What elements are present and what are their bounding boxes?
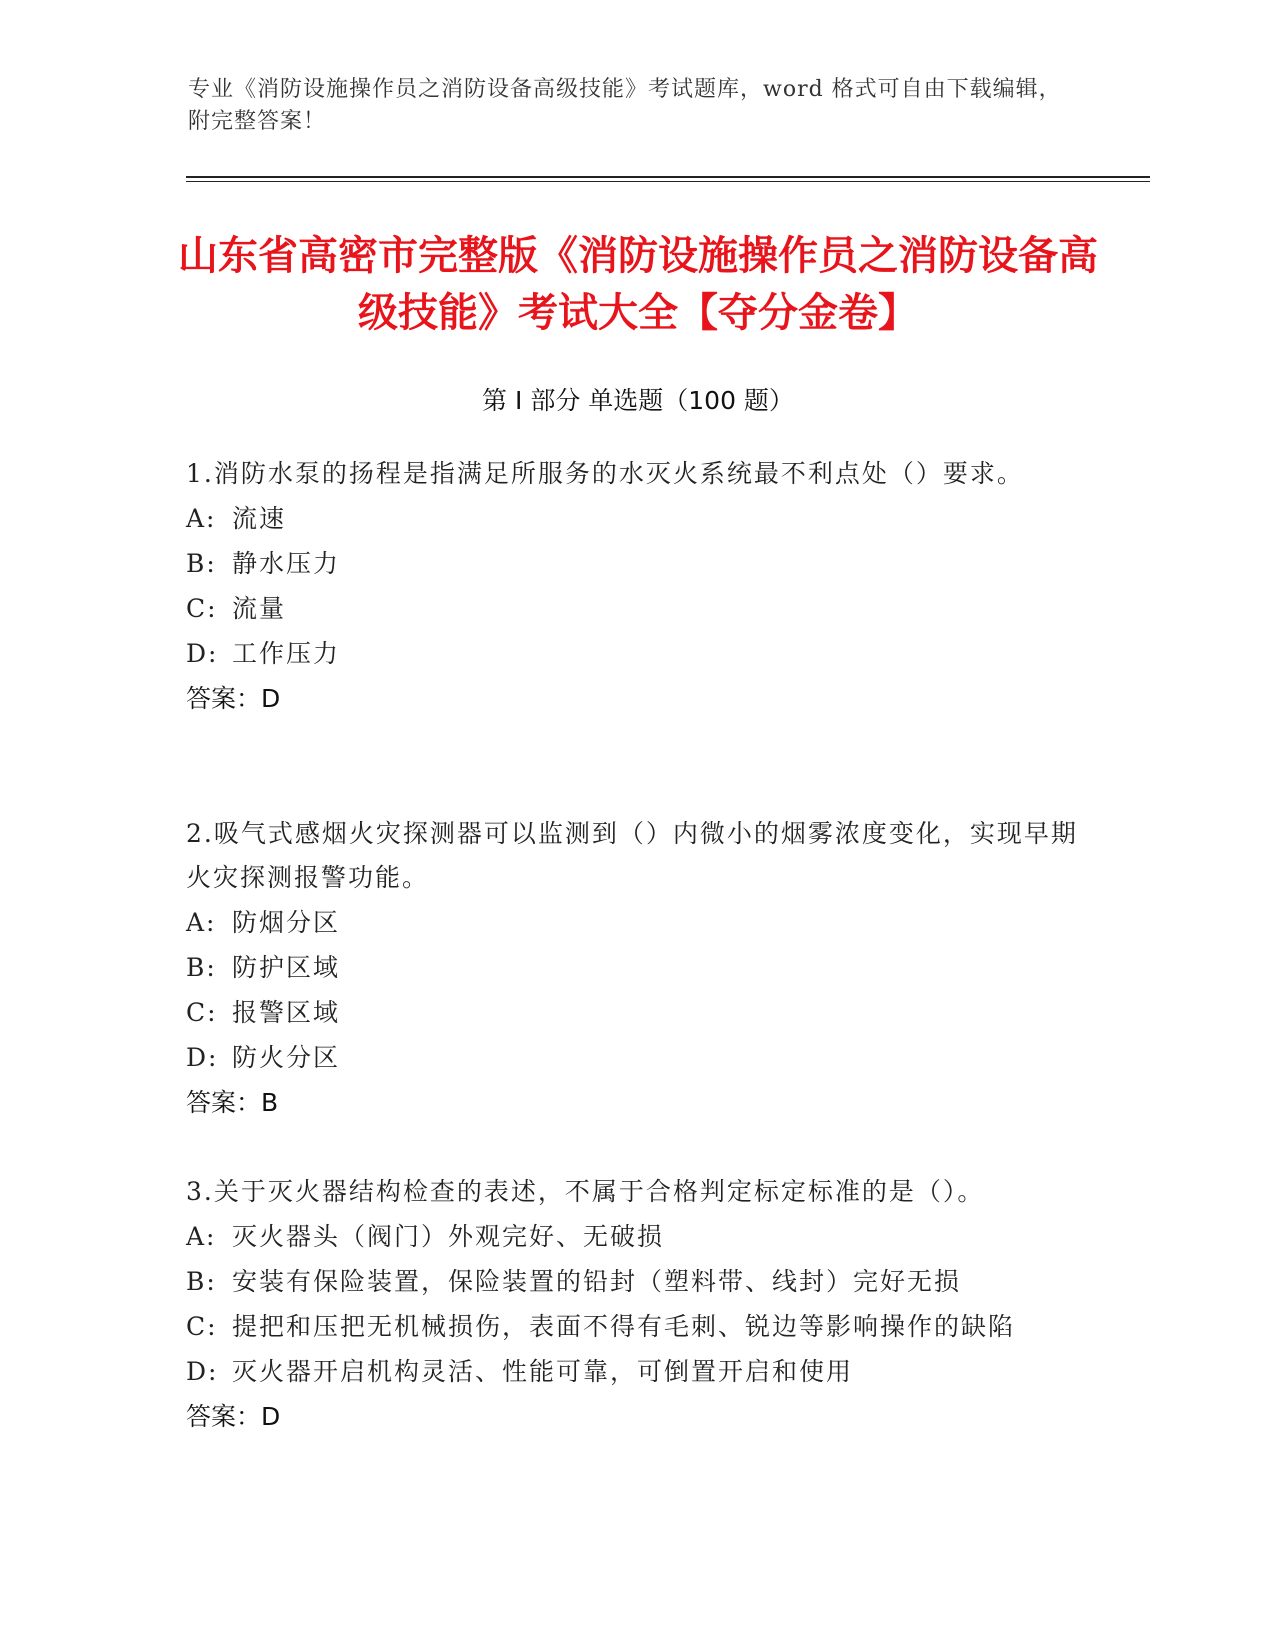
option-a	[186, 1214, 1086, 1259]
answer-label: 答案：B	[186, 1088, 279, 1117]
option-key: B:	[186, 1267, 217, 1296]
option-text: 提把和压把无机械损伤，表面不得有毛刺、锐边等影响操作的缺陷	[232, 1312, 1016, 1341]
option-d	[186, 1035, 1086, 1080]
header-rule-thin	[186, 181, 1150, 182]
option-key: D:	[186, 1357, 219, 1386]
question-3	[186, 1170, 1086, 1440]
answer-label: 答案：D	[186, 684, 281, 713]
option-text: 安装有保险装置，保险装置的铅封（塑料带、线封）完好无损	[232, 1267, 962, 1296]
option-text: 防烟分区	[232, 908, 341, 937]
question-1	[186, 452, 1086, 722]
option-c	[186, 586, 1086, 631]
option-c	[186, 990, 1086, 1035]
option-text: 灭火器开启机构灵活、性能可靠，可倒置开启和使用	[232, 1357, 854, 1386]
option-key: A:	[186, 504, 217, 533]
header-rule-thick	[186, 176, 1150, 178]
section-heading: 第 I 部分 单选题（100 题）	[482, 386, 794, 415]
option-key: C:	[186, 998, 218, 1027]
option-key: B:	[186, 549, 217, 578]
answer-label: 答案：D	[186, 1402, 281, 1431]
option-key: A:	[186, 908, 217, 937]
header-note: 专业《消防设施操作员之消防设备高级技能》考试题库，word 格式可自由下载编辑，附完整答案！	[188, 77, 1062, 134]
option-key: D:	[186, 639, 219, 668]
option-c	[186, 1304, 1086, 1349]
option-key: B:	[186, 953, 217, 982]
question-2	[186, 812, 1086, 1126]
option-text: 防护区域	[232, 953, 341, 982]
question-stem: 1.消防水泵的扬程是指满足所服务的水灭火系统最不利点处（）要求。	[186, 459, 1024, 488]
question-stem: 2.吸气式感烟火灾探测器可以监测到（）内微小的烟雾浓度变化，实现早期火灾探测报警功能。	[186, 819, 1078, 892]
option-text: 灭火器头（阀门）外观完好、无破损	[232, 1222, 665, 1251]
option-key: A:	[186, 1222, 217, 1251]
option-key: D:	[186, 1043, 219, 1072]
option-b	[186, 945, 1086, 990]
option-a	[186, 900, 1086, 945]
question-stem: 3.关于灭火器结构检查的表述，不属于合格判定标定标准的是（）。	[186, 1177, 985, 1206]
option-text: 防火分区	[232, 1043, 341, 1072]
option-text: 静水压力	[232, 549, 341, 578]
option-key: C:	[186, 594, 218, 623]
option-text: 工作压力	[232, 639, 341, 668]
option-text: 报警区域	[232, 998, 341, 1027]
option-text: 流量	[232, 594, 287, 623]
option-b	[186, 1259, 1086, 1304]
document-title: 山东省高密市完整版《消防设施操作员之消防设备高级技能》考试大全【夺分金卷】	[178, 233, 1098, 336]
option-b	[186, 541, 1086, 586]
option-d	[186, 1349, 1086, 1394]
option-key: C:	[186, 1312, 218, 1341]
option-text: 流速	[232, 504, 287, 533]
option-d	[186, 631, 1086, 676]
option-a	[186, 496, 1086, 541]
